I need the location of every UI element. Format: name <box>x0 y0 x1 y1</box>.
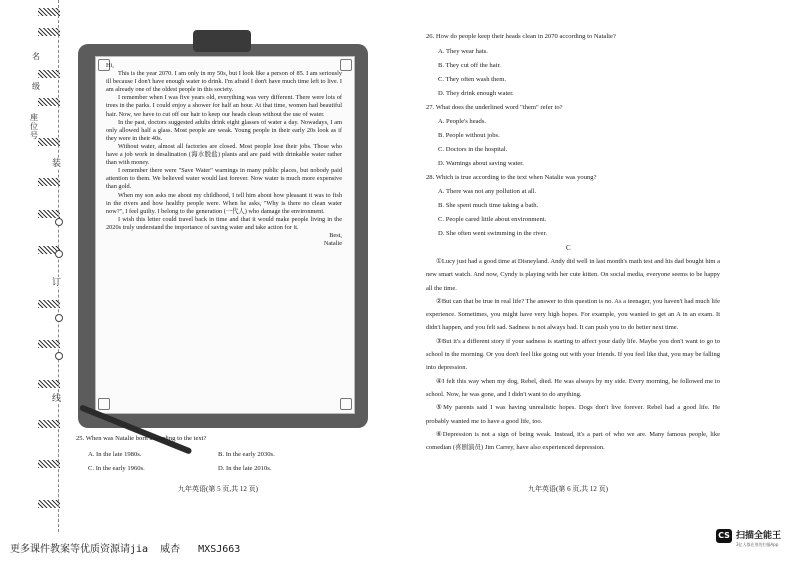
hatch-mark <box>38 460 60 468</box>
hatch-mark <box>38 380 60 388</box>
q25-option-a[interactable]: A. In the late 1980s. <box>88 451 142 458</box>
hole-circle <box>55 218 63 226</box>
q25-option-d[interactable]: D. In the late 2010s. <box>218 465 272 472</box>
q27-option-c[interactable]: C. Doctors in the hospital. <box>438 146 508 153</box>
q28-option-c[interactable]: C. People cared little about environment. <box>438 216 547 223</box>
binding-line <box>58 0 59 532</box>
hole-circle <box>55 352 63 360</box>
watermark-text: 更多课件教案等优质资源请jia 威杏 MXSJ663 <box>10 544 241 555</box>
letter-paragraph: I wish this letter could travel back in time and that it would make people living in the 2020s truly understand the importance of saving water and take action for it. <box>106 215 342 231</box>
passage-paragraph: ③But it's a different story if your sadness is starting to affect your daily life. Maybe you don't want to go to school in the morning. Or you don't feel like going out with your friends. If you feel like that, you may be falling into depression. <box>426 337 720 372</box>
letter-text <box>106 62 342 248</box>
hatch-mark <box>38 28 60 36</box>
ornament-icon <box>98 398 110 410</box>
name-label: 名 <box>32 52 40 61</box>
q28-option-b[interactable]: B. She spent much time taking a bath. <box>438 202 539 209</box>
q26-question: 26. How do people keep their heads clean in 2070 according to Natalie? <box>426 33 616 40</box>
q26-option-b[interactable]: B. They cut off the hair. <box>438 62 501 69</box>
section-c-label: C <box>566 244 571 252</box>
q28-option-a[interactable]: A. There was not any pollution at all. <box>438 188 537 195</box>
footer-left: 九年英语(第 5 页,共 12 页) <box>178 485 258 493</box>
hole-circle <box>55 250 63 258</box>
passage-paragraph: ⑤My parents said I was having unrealistic hopes. Dogs don't live forever. Rebel had a good life. He probably wanted me to have a good life, too. <box>426 404 720 425</box>
letter-greeting: Hi, <box>106 62 114 69</box>
hatch-mark <box>38 138 60 146</box>
passage-paragraph: ⑥Depression is not a sign of being weak. Instead, it's a part of who we are. Many famous people, like comedian (喜剧演员) Jim Carrey, have also experienced depression. <box>426 430 720 452</box>
hatch-mark <box>38 70 60 78</box>
passage-paragraph: ④I felt this way when my dog, Rebel, died. He was always by my side. Every morning, he followed me to school. Now, he was gone, and I didn't want to do anything. <box>426 377 720 398</box>
q25-option-c[interactable]: C. In the early 1960s. <box>88 465 145 472</box>
binding-word: 订 <box>52 277 62 287</box>
passage-paragraph: ②But can that be true in real life? The answer to this question is no. As a teenager, you haven't had much life experience. Sometimes, you might have very high hopes. For example, you wanted to get an A in an exam. It didn't happen, and you felt sad. Sadness is not always bad. It can push you to do better next time. <box>426 297 720 332</box>
class-label: 级 <box>32 82 40 91</box>
letter-paragraph: In the past, doctors suggested adults drink eight glasses of water a day. Nowadays, I am only allowed half a glass. Most people are weak. Young people in their early 20s look as if they were in their 40s. <box>106 118 342 142</box>
q26-option-c[interactable]: C. They often wash them. <box>438 76 507 83</box>
hatch-mark <box>38 98 60 106</box>
letter-closing: Best, <box>329 231 342 239</box>
letter-paragraph: I remember there were "Save Water" warnings in many public places, but nobody paid attention to them. We believed water would last forever. Now water is much more expensive than gold. <box>106 167 342 191</box>
hole-circle <box>55 314 63 322</box>
letter-paragraph: When my son asks me about my childhood, I tell him about how pleasant it was to fish in the rivers and how healthy people were. When he asks, "Why is there no clean water now?", I feel guilty. I belong to the generation (一代人) who damage the environment. <box>106 191 342 215</box>
seat-label: 座位号 <box>30 113 38 140</box>
q27-option-a[interactable]: A. People's heads. <box>438 118 487 125</box>
footer-right: 九年英语(第 6 页,共 12 页) <box>528 485 608 493</box>
hatch-mark <box>38 178 60 186</box>
q28-question: 28. Which is true according to the text when Natalie was young? <box>426 174 597 181</box>
passage-paragraph: ①Lucy just had a good time at Disneyland. Andy did well in last month's math test and his dad bought him a new smart watch. And now, Cyndy is playing with her cute kitten. On social media, everyone seems to be happy all the time. <box>426 258 720 292</box>
q28-option-d[interactable]: D. She often went swimming in the river. <box>438 230 547 237</box>
passage-c <box>426 255 720 454</box>
letter-paragraph: This is the year 2070. I am only in my 50s, but I look like a person of 85. I am seriously ill because I don't have enough water to drink. I'm afraid I don't have much time left to live. I am already one of the oldest people in this society. <box>106 70 342 94</box>
scanner-tagline: 3亿人都在用的扫描App <box>736 542 779 547</box>
hatch-mark <box>38 340 60 348</box>
q27-option-b[interactable]: B. People without jobs. <box>438 132 500 139</box>
hatch-mark <box>38 8 60 16</box>
hatch-mark <box>38 300 60 308</box>
q26-option-d[interactable]: D. They drink enough water. <box>438 90 514 97</box>
binding-strip <box>0 0 60 532</box>
hatch-mark <box>38 210 60 218</box>
q26-option-a[interactable]: A. They wear hats. <box>438 48 488 55</box>
clipboard-clip <box>193 30 251 52</box>
hatch-mark <box>38 500 60 508</box>
letter-signature: Natalie <box>323 240 342 248</box>
letter-paragraph: I remember when I was five years old, everything was very different. There were lots of trees in the parks. I could enjoy a shower for half an hour. At that time, women had beautiful hair. Now, we have to cut off our hair to keep our heads clean without the use of water. <box>106 94 342 118</box>
q25-option-b[interactable]: B. In the early 2030s. <box>218 451 275 458</box>
ornament-icon <box>340 398 352 410</box>
binding-word: 装 <box>52 158 62 168</box>
q27-question: 27. What does the underlined word "them" refer to? <box>426 104 563 111</box>
scanner-logo-icon: CS <box>716 529 732 543</box>
q27-option-d[interactable]: D. Warnings about saving water. <box>438 160 524 167</box>
binding-word: 线 <box>52 393 62 403</box>
scanner-name: 扫描全能王 <box>736 531 782 541</box>
letter-paragraph: Without water, almost all factories are closed. Most people lose their jobs. Those who have a job work in desalination (海水脱盐) plants and are paid with drinkable water rather than with money. <box>106 142 342 167</box>
hatch-mark <box>38 420 60 428</box>
q25-question: 25. When was Natalie born according to the text? <box>76 435 207 442</box>
